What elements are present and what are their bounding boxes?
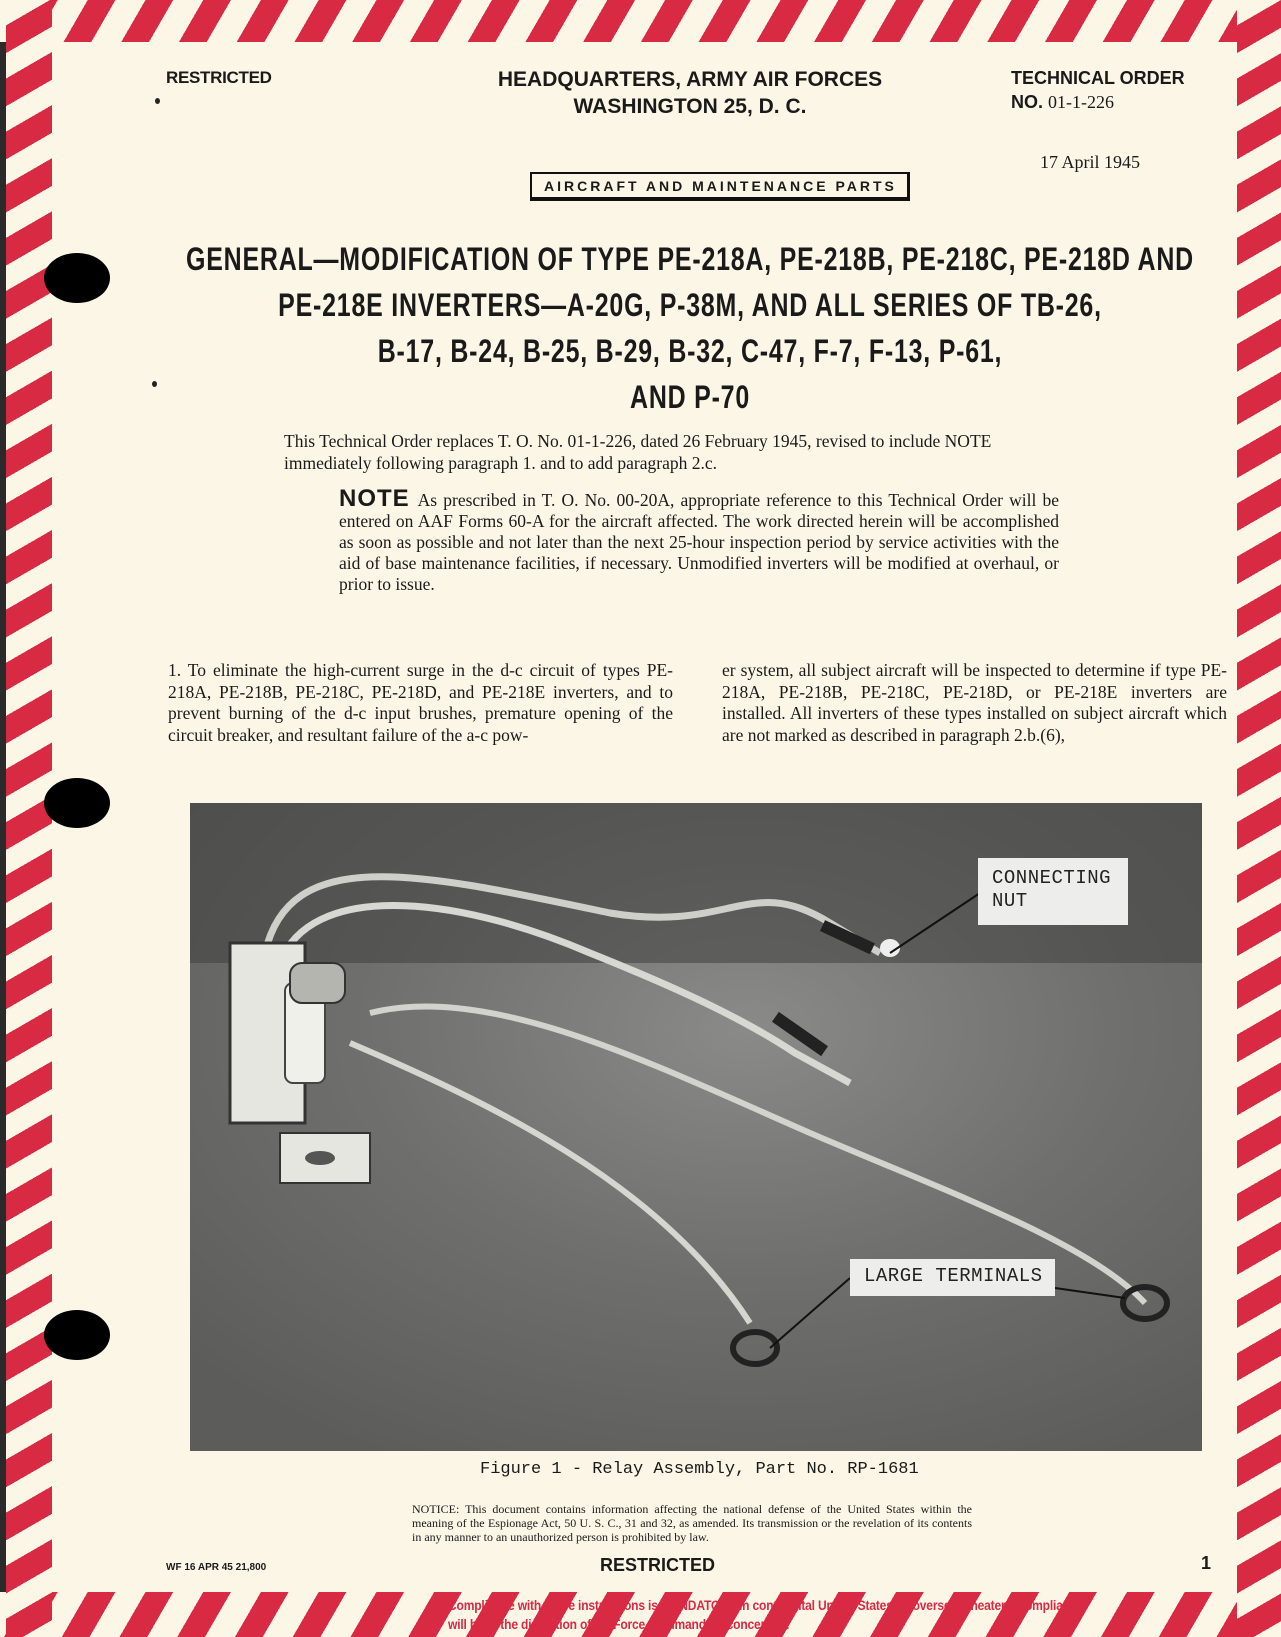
figure-caption: Figure 1 - Relay Assembly, Part No. RP-1681 [480,1460,919,1479]
to-no-label: NO. [1011,92,1044,112]
print-code: WF 16 APR 45 21,800 [166,1562,267,1573]
agency-line-2: WASHINGTON 25, D. C. [573,95,807,118]
border-stripe-top [0,0,1281,42]
note-block [339,485,1059,595]
binder-hole-icon [44,1310,110,1360]
binder-hole-icon [44,778,110,828]
title-line: PE-218E INVERTERS—A-20G, P-38M, AND ALL SERIES OF TB-26, [278,287,1102,323]
compliance-statement: Compliance with these instructions is MANDATORY in continental United States. In overseas theaters, compliance will be at the discretion of Air Force Commanders concerned. [448,1597,1083,1632]
callout-large-terminals: LARGE TERMINALS [850,1259,1055,1296]
speck [155,98,160,104]
technical-order-id [1011,66,1185,114]
supersession-statement: This Technical Order replaces T. O. No. 01-1-226, dated 26 February 1945, revised to include NOTE immediately following paragraph 1. and to add paragraph 2.c. [284,431,992,473]
callout-connecting-nut: CONNECTING NUT [978,858,1128,925]
border-stripe-right [1237,0,1281,1637]
title-line: AND P-70 [630,379,750,415]
body-column-1: 1. To eliminate the high-current surge in the d-c circuit of types PE-218A, PE-218B, PE-218C, PE-218D, and PE-218E inverters, and to prevent burning of the d-c input brushes, premature opening of the circuit breaker, and resultant failure of the a-c pow- [168,660,673,745]
title-line: B-17, B-24, B-25, B-29, B-32, C-47, F-7, F-13, P-61, [377,333,1003,369]
figure-photo-relay-assembly [190,803,1202,1451]
title-line: GENERAL—MODIFICATION OF TYPE PE-218A, PE-218B, PE-218C, PE-218D AND [186,241,1194,277]
classification-bottom: RESTRICTED [600,1555,716,1575]
border-stripe-left [6,0,52,1637]
classification-top: RESTRICTED [166,68,272,87]
note-heading: NOTE [339,485,410,512]
issue-date: 17 April 1945 [1040,152,1141,172]
binder-hole-icon [44,253,110,303]
security-notice: NOTICE: This document contains information affecting the national defense of the United States within the meaning of the Espionage Act, 50 U. S. C., 31 and 32, as amended. Its transmission or the revelation of its contents in any manner to an unauthorized person is prohibited by law. [412,1502,972,1544]
page-number: 1 [1201,1553,1212,1573]
category-badge: AIRCRAFT AND MAINTENANCE PARTS [530,172,910,201]
issuing-agency [450,66,930,120]
to-number: 01-1-226 [1048,92,1115,112]
to-label: TECHNICAL ORDER [1011,68,1185,88]
document-title [152,236,1228,420]
agency-line-1: HEADQUARTERS, ARMY AIR FORCES [497,68,883,91]
body-column-2: er system, all subject aircraft will be inspected to determine if type PE-218A, PE-218B, PE-218C, PE-218D, or PE-218E inverters are installed. All inverters of these types installed on subject aircraft which are not marked as described in paragraph 2.b.(6), [722,660,1227,745]
note-text: As prescribed in T. O. No. 00-20A, appropriate reference to this Technical Order will be entered on AAF Forms 60-A for the aircraft affected. The work directed herein will be accomplished as soon as possible and not later than the next 25-hour inspection period by service activities with the aid of base maintenance facilities, if necessary. Unmodified inverters will be modified at overhaul, or prior to issue. [339,490,1059,594]
